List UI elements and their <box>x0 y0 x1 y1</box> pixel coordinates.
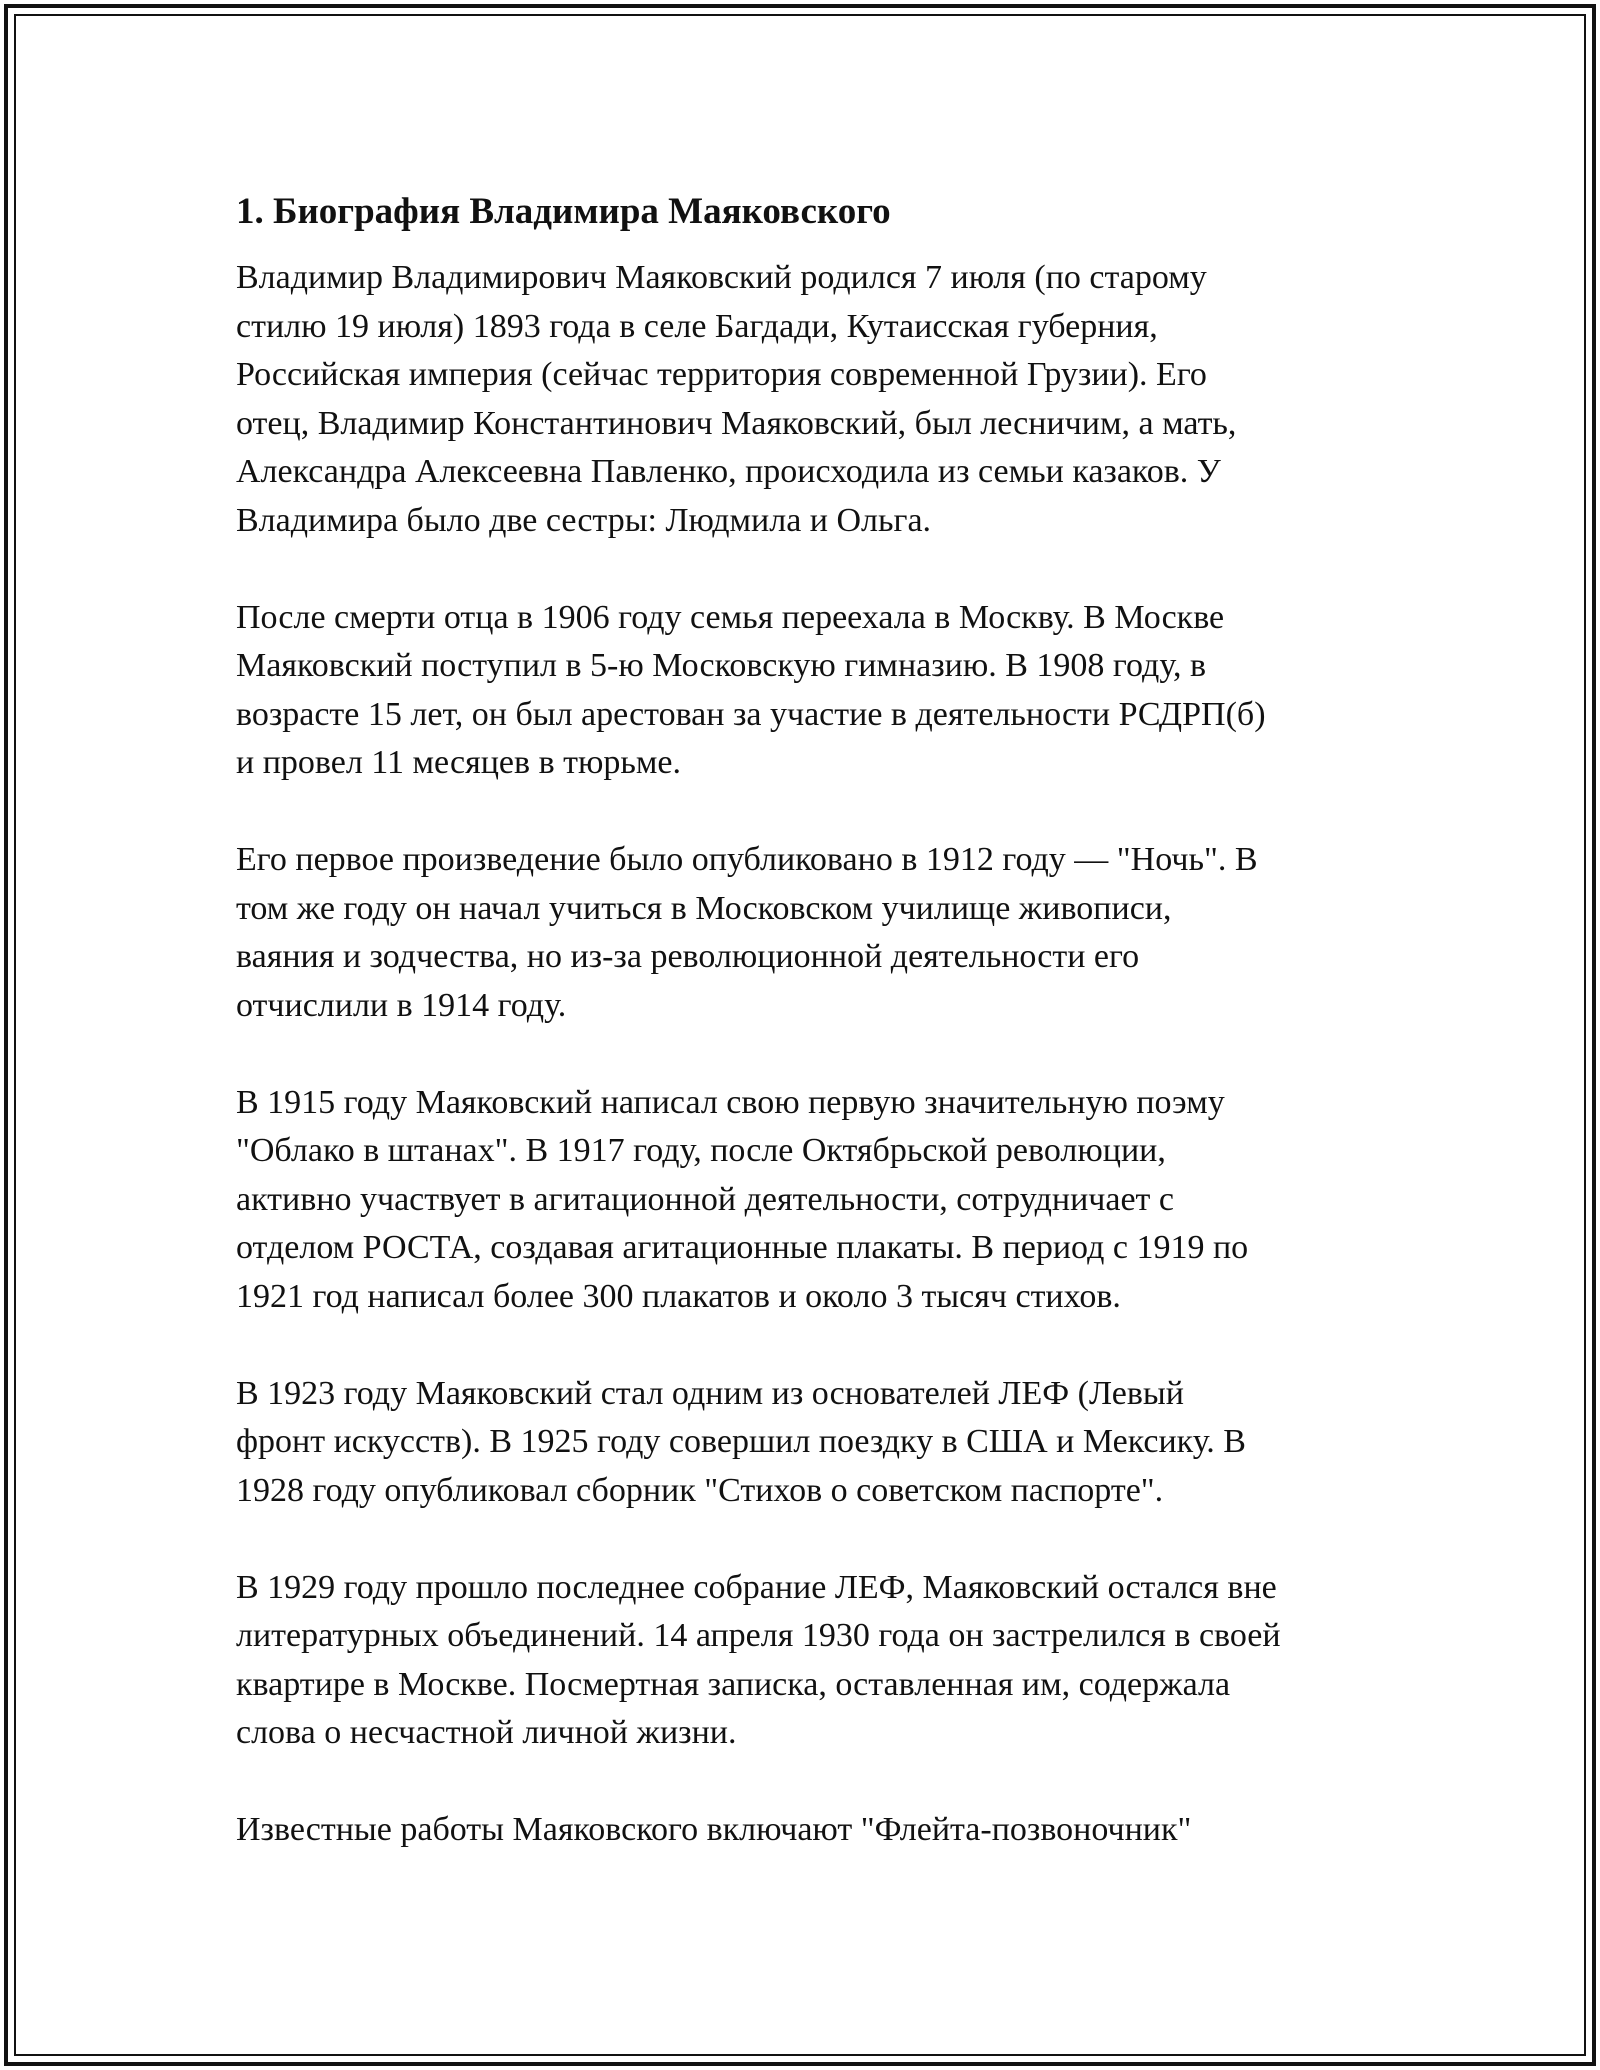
paragraph-death: В 1929 году прошло последнее собрание ЛЕФ, Маяковский остался вне литературных объединений. 14 апреля 1930 года он застрелился в своей квартире в Москве. Посмертная записка, оставленная им, содержала слова о несчастной личной жизни. <box>236 1568 1281 1751</box>
paragraph-moscow: После смерти отца в 1906 году семья переехала в Москву. В Москве Маяковский поступил в 5-ю Московскую гимназию. В 1908 году, в возрасте 15 лет, он был арестован за участие в деятельности РСДРП(б) и провел 11 месяцев в тюрьме. <box>236 598 1266 781</box>
paragraph-revolution: В 1915 году Маяковский написал свою первую значительную поэму "Облако в штанах". В 1917 году, после Октябрьской революции, активно участвует в агитационной деятельности, сотрудничает с отделом РОСТА, создавая агитационные плакаты. В период с 1919 по 1921 год написал более 300 плакатов и около 3 тысяч стихов. <box>236 1083 1249 1315</box>
paragraph-birth: Владимир Владимирович Маяковский родился 7 июля (по старому стилю 19 июля) 1893 года в селе Багдади, Кутаисская губерния, Российская империя (сейчас территория современной Грузии). Его отец, Владимир Константинович Маяковский, был лесничим, а мать, Александра Алексеевна Павленко, происходила из семьи казаков. У Владимира было две сестры: Людмила и Ольга. <box>236 259 1237 539</box>
page-title: 1. Биография Владимира Маяковского <box>236 191 891 232</box>
document-body <box>236 188 1376 1903</box>
paragraph-known-works: Известные работы Маяковского включают "Флейта-позвоночник" <box>236 1811 1192 1848</box>
paragraph-lef: В 1923 году Маяковский стал одним из основателей ЛЕФ (Левый фронт искусств). В 1925 году совершил поездку в США и Мексику. В 1928 году опубликовал сборник "Стихов о советском паспорте". <box>236 1374 1246 1509</box>
paragraph-first-work: Его первое произведение было опубликовано в 1912 году — "Ночь". В том же году он начал учиться в Московском училище живописи, ваяния и зодчества, но из-за революционной деятельности его отчислили в 1914 году. <box>236 841 1258 1024</box>
